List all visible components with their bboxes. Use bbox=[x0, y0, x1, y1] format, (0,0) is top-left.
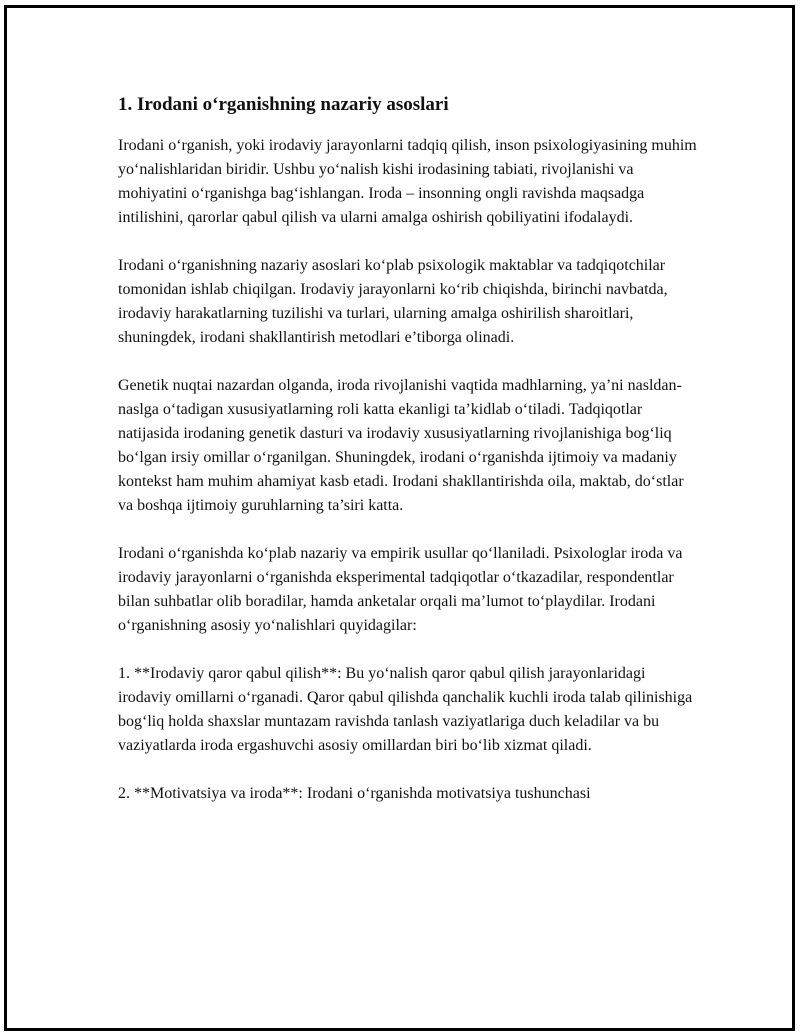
list-item: 1. **Irodaviy qaror qabul qilish**: Bu yo‘nalish qaror qabul qilish jarayonlaridagi irodaviy omillarni o‘rganadi. Qaror qabul qilishda qanchalik kuchli iroda talab qilinishiga bog‘liq holda shaxslar muntazam ravishda tanlash vaziyatlariga duch keladilar va bu vaziyatlarda iroda ergashuvchi asosiy omillardan biri bo‘lib xizmat qiladi. bbox=[118, 665, 693, 754]
paragraph: Genetik nuqtai nazardan olganda, iroda rivojlanishi vaqtida madhlarning, ya’ni nasldan-naslga o‘tadigan xususiyatlarning roli katta ekanligi ta’kidlab o‘tiladi. Tadqiqotlar natijasida irodaning genetik dasturi va irodaviy xususiyatlarning rivojlanishiga bog‘liq bo‘lgan irsiy omillar o‘rganilgan. Shuningdek, irodani o‘rganishda ijtimoiy va madaniy kontekst ham muhim ahamiyat kasb etadi. Irodani shakllantirishda oila, maktab, do‘stlar va boshqa ijtimoiy guruhlarning ta’siri katta. bbox=[118, 377, 684, 514]
paragraph: Irodani o‘rganishda ko‘plab nazariy va empirik usullar qo‘llaniladi. Psixologlar iroda va irodaviy jarayonlarni o‘rganishda eksperimental tadqiqotlar o‘tkazadilar, respondentlar bilan suhbatlar olib boradilar, hamda anketalar orqali ma’lumot to‘playdilar. Irodani o‘rganishning asosiy yo‘nalishlari quyidagilar: bbox=[118, 545, 683, 634]
paragraph: Irodani o‘rganish, yoki irodaviy jarayonlarni tadqiq qilish, inson psixologiyasining muhim yo‘nalishlaridan biridir. Ushbu yo‘nalish kishi irodasining tabiati, rivojlanishi va mohiyatini o‘rganishga bag‘ishlangan. Iroda – insonning ongli ravishda maqsadga intilishini, qarorlar qabul qilish va ularni amalga oshirish qobiliyatini ifodalaydi. bbox=[118, 137, 697, 226]
list-item: 2. **Motivatsiya va iroda**: Irodani o‘rganishda motivatsiya tushunchasi bbox=[118, 785, 591, 802]
paragraph: Irodani o‘rganishning nazariy asoslari ko‘plab psixologik maktablar va tadqiqotchilar tomonidan ishlab chiqilgan. Irodaviy jarayonlarni ko‘rib chiqishda, birinchi navbatda, irodaviy harakatlarning tuzilishi va turlari, ularning amalga oshirilish sharoitlari, shuningdek, irodani shakllantirish metodlari e’tiborga olinadi. bbox=[118, 257, 668, 346]
section-heading: 1. Irodani o‘rganishning nazariy asoslari bbox=[118, 94, 449, 115]
document-body bbox=[118, 92, 698, 830]
